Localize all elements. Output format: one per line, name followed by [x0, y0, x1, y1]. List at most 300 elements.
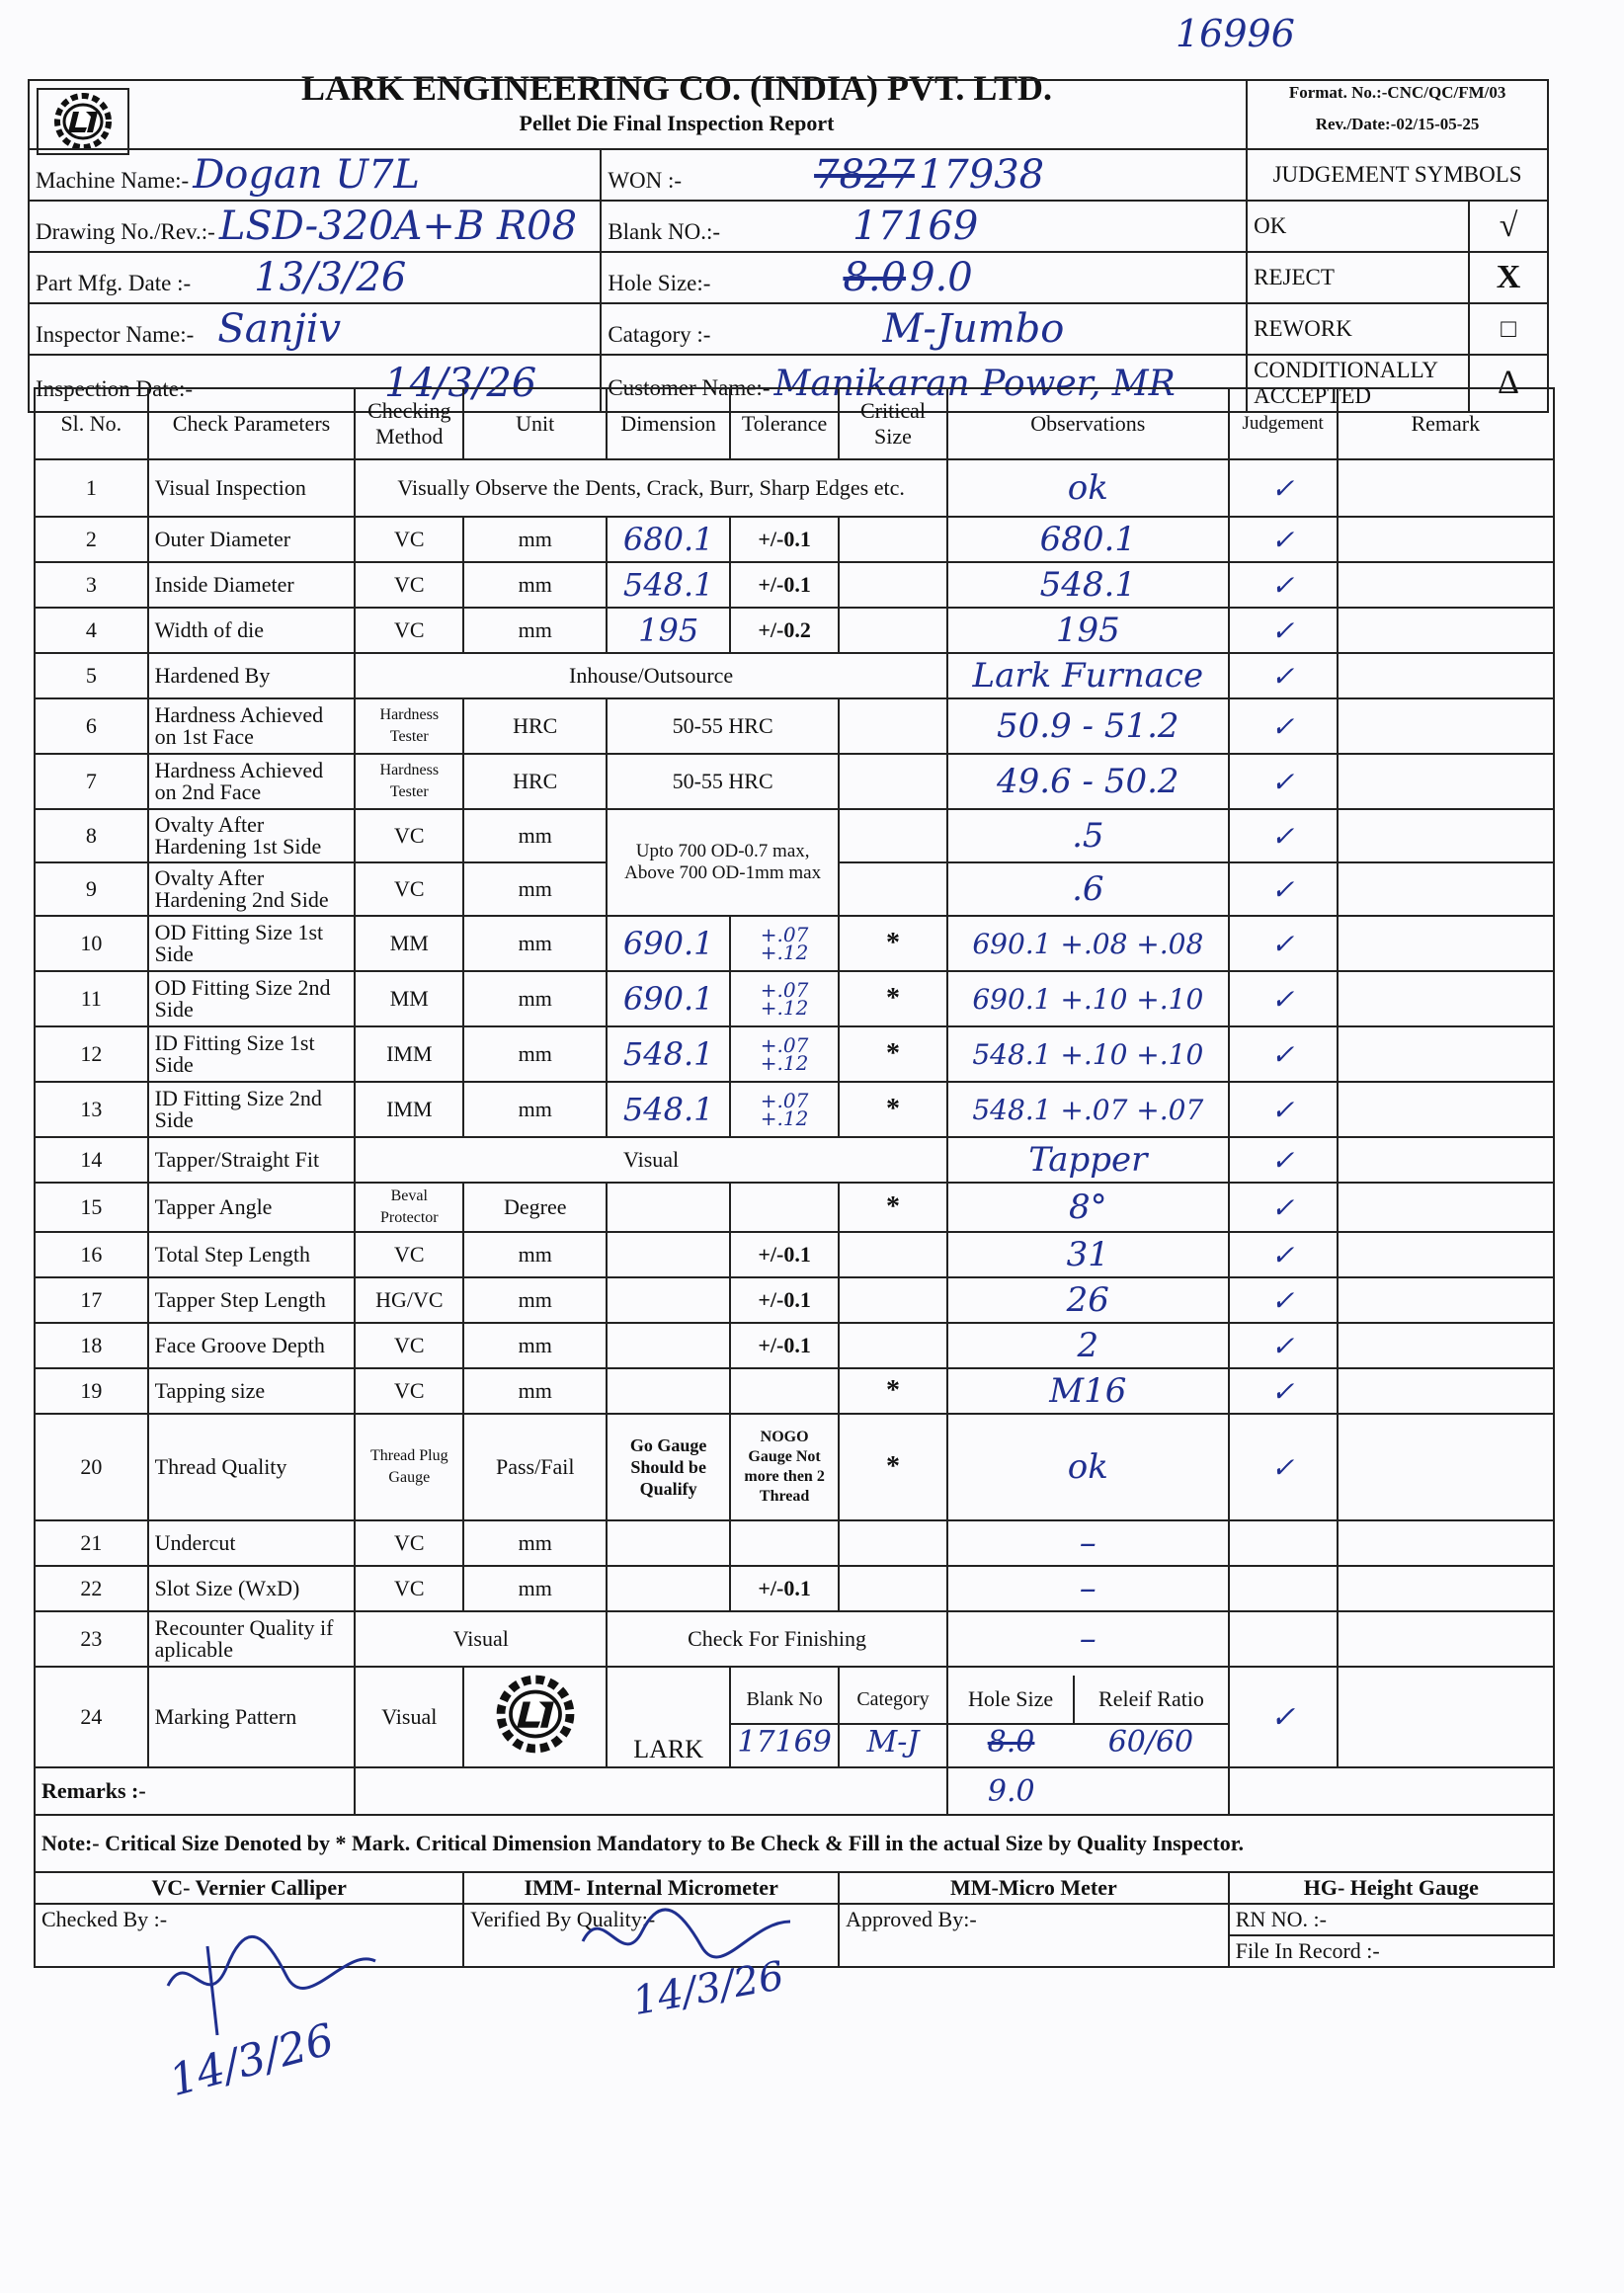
col-checking-method: Checking Method — [355, 388, 463, 459]
row-dimension: Go Gauge Should be Qualify — [607, 1414, 730, 1520]
table-row — [35, 1026, 1554, 1082]
critical-note: Note:- Critical Size Denoted by * Mark. Critical Dimension Mandatory to Be Check & Fill in the actual Size by Quality Inspector. — [35, 1815, 1554, 1872]
row-method: Hardness Tester — [355, 754, 463, 809]
row-sl: 5 — [35, 653, 148, 698]
row-method: VC — [355, 1566, 463, 1611]
row-param: Marking Pattern — [148, 1667, 356, 1767]
row-judgement: ✓ — [1229, 1232, 1338, 1277]
row-dimension — [607, 1520, 730, 1566]
row-judgement: ✓ — [1229, 653, 1338, 698]
row-judgement — [1229, 1611, 1338, 1667]
rn-no-label: RN NO. :- — [1230, 1905, 1553, 1936]
inspection-date-value: 14/3/26 — [384, 361, 537, 406]
row-remark — [1338, 1611, 1554, 1667]
row-tolerance — [730, 1520, 839, 1566]
row-observation: – — [947, 1611, 1229, 1667]
marking-logo-icon — [476, 1670, 595, 1759]
verified-by-label: Verified By Quality:- — [463, 1904, 839, 1967]
legend-imm: IMM- Internal Micrometer — [463, 1872, 839, 1904]
row-judgement: ✓ — [1229, 754, 1338, 809]
row-method: IMM — [355, 1026, 463, 1082]
legend-vc: VC- Vernier Calliper — [35, 1872, 463, 1904]
row-param: ID Fitting Size 1st Side — [148, 1026, 356, 1082]
legend-mm: MM-Micro Meter — [839, 1872, 1229, 1904]
row-method: VC — [355, 562, 463, 608]
drawing-value: LSD-320A+B R08 — [218, 204, 578, 249]
row-dimension-tolerance: 50-55 HRC — [607, 698, 839, 754]
row-dimension: 690.1 — [607, 916, 730, 971]
row-unit: mm — [463, 1026, 607, 1082]
row-sl: 8 — [35, 809, 148, 862]
row-sl: 2 — [35, 517, 148, 562]
row-unit: mm — [463, 1232, 607, 1277]
row-sl: 17 — [35, 1277, 148, 1323]
row-observation: 548.1 — [947, 562, 1229, 608]
row-dimension: 680.1 — [607, 517, 730, 562]
hole-size-label: Hole Size:- — [608, 271, 711, 295]
row-method: VC — [355, 517, 463, 562]
row-method: VC — [355, 1368, 463, 1414]
row-critical-size — [839, 809, 947, 862]
row-tolerance: +.07 +.12 — [730, 1082, 839, 1137]
col-remark: Remark — [1338, 388, 1554, 459]
row-remark — [1338, 517, 1554, 562]
row-judgement: ✓ — [1229, 1368, 1338, 1414]
row-remark — [1338, 754, 1554, 809]
category-value: M-Jumbo — [882, 306, 1065, 352]
row-unit: mm — [463, 1520, 607, 1566]
table-row — [35, 1137, 1554, 1183]
row-observation: Lark Furnace — [947, 653, 1229, 698]
row-method: Thread Plug Gauge — [355, 1414, 463, 1520]
table-row — [35, 1368, 1554, 1414]
judgement-reject-label: REJECT — [1247, 252, 1469, 303]
part-mfg-label: Part Mfg. Date :- — [36, 271, 192, 295]
row-unit: mm — [463, 1082, 607, 1137]
row-remark — [1338, 1566, 1554, 1611]
row-tolerance: NOGO Gauge Not more then 2 Thread — [730, 1414, 839, 1520]
row-remark — [1338, 1368, 1554, 1414]
machine-name-value: Dogan U7L — [193, 152, 420, 198]
row-judgement: ✓ — [1229, 1277, 1338, 1323]
row-observation: 680.1 — [947, 517, 1229, 562]
row-judgement: ✓ — [1229, 971, 1338, 1026]
verified-by-date: 14/3/26 — [629, 1952, 788, 2025]
row-unit: HRC — [463, 698, 607, 754]
row-observation: 50.9 - 51.2 — [947, 698, 1229, 754]
table-row — [35, 1323, 1554, 1368]
row-remark — [1338, 916, 1554, 971]
row-unit: Pass/Fail — [463, 1414, 607, 1520]
row-tolerance — [730, 1183, 839, 1232]
row-method: VC — [355, 1232, 463, 1277]
row-critical-size: * — [839, 1183, 947, 1232]
row-method: VC — [355, 809, 463, 862]
row-observation: 548.1 +.10 +.10 — [947, 1026, 1229, 1082]
blank-value: 17169 — [853, 204, 979, 249]
row-critical-size: * — [839, 1026, 947, 1082]
row-judgement: ✓ — [1229, 1323, 1338, 1368]
judgement-symbols-title: JUDGEMENT SYMBOLS — [1247, 149, 1548, 201]
row-remark — [1338, 1137, 1554, 1183]
header-table — [28, 79, 1549, 413]
ovalty-spec: Upto 700 OD-0.7 max, Above 700 OD-1mm max — [607, 809, 839, 916]
row-method: MM — [355, 916, 463, 971]
row-critical-size — [839, 1232, 947, 1277]
conditional-triangle-icon: ∆ — [1469, 355, 1548, 412]
row-remark — [1338, 1026, 1554, 1082]
table-row — [35, 517, 1554, 562]
marking-blank-no-header: Blank No — [731, 1676, 838, 1725]
row-judgement: ✓ — [1229, 459, 1338, 517]
row-param: Thread Quality — [148, 1414, 356, 1520]
row-observation: 31 — [947, 1232, 1229, 1277]
row-judgement — [1229, 1566, 1338, 1611]
row-unit: mm — [463, 562, 607, 608]
row-critical-size — [839, 754, 947, 809]
row-param: Total Step Length — [148, 1232, 356, 1277]
part-mfg-value: 13/3/26 — [254, 255, 407, 300]
row-param: OD Fitting Size 1st Side — [148, 916, 356, 971]
row-tolerance: +.07 +.12 — [730, 971, 839, 1026]
row-unit: mm — [463, 862, 607, 916]
table-row — [35, 1520, 1554, 1566]
row-dimension: 548.1 — [607, 562, 730, 608]
row-param: ID Fitting Size 2nd Side — [148, 1082, 356, 1137]
row-param: OD Fitting Size 2nd Side — [148, 971, 356, 1026]
row-tolerance: +/-0.1 — [730, 562, 839, 608]
blank-label: Blank NO.:- — [608, 219, 721, 244]
top-document-number: 16996 — [1176, 12, 1295, 55]
row-method: HG/VC — [355, 1277, 463, 1323]
judgement-rework-label: REWORK — [1247, 303, 1469, 355]
rework-square-icon: □ — [1469, 303, 1548, 355]
row-method: VC — [355, 1520, 463, 1566]
row-judgement: ✓ — [1229, 1667, 1338, 1767]
row-tolerance: +/-0.1 — [730, 1323, 839, 1368]
row-param: Hardened By — [148, 653, 356, 698]
approved-by-label: Approved By:- — [839, 1904, 1229, 1967]
row-method: Visual — [355, 1667, 463, 1767]
table-row — [35, 653, 1554, 698]
inspector-value: Sanjiv — [217, 306, 342, 352]
row-observation: 690.1 +.10 +.10 — [947, 971, 1229, 1026]
row-dimension — [607, 1323, 730, 1368]
row-param: Recounter Quality if aplicable — [148, 1611, 356, 1667]
row-judgement: ✓ — [1229, 1026, 1338, 1082]
row-remark — [1338, 1183, 1554, 1232]
row-sl: 7 — [35, 754, 148, 809]
row-param: Hardness Achieved on 2nd Face — [148, 754, 356, 809]
row-critical-size — [839, 862, 947, 916]
row-observation: – — [947, 1566, 1229, 1611]
col-check-parameters: Check Parameters — [148, 388, 356, 459]
marking-category-header: Category — [840, 1676, 946, 1725]
row-judgement: ✓ — [1229, 1137, 1338, 1183]
remarks-label: Remarks :- — [35, 1767, 355, 1815]
row-method: VC — [355, 862, 463, 916]
customer-value: Manikaran Power, MR — [773, 363, 1176, 404]
table-row — [35, 809, 1554, 862]
row-param: Tapper Step Length — [148, 1277, 356, 1323]
judgement-ok-label: OK — [1247, 201, 1469, 252]
won-label: WON :- — [608, 168, 683, 193]
machine-name-label: Machine Name:- — [36, 168, 190, 193]
row-sl: 11 — [35, 971, 148, 1026]
row-tolerance: +/-0.2 — [730, 608, 839, 653]
row-observation: ok — [947, 1414, 1229, 1520]
row-param: Tapper Angle — [148, 1183, 356, 1232]
marking-blank-value: 17169 — [737, 1724, 832, 1760]
inspection-date-label: Inspection Date:- — [36, 376, 194, 401]
table-row — [35, 971, 1554, 1026]
row-observation: .5 — [947, 809, 1229, 862]
row-tolerance: +/-0.1 — [730, 1277, 839, 1323]
row-sl: 18 — [35, 1323, 148, 1368]
customer-label: Customer Name:- — [608, 374, 771, 400]
row-critical-size — [839, 698, 947, 754]
table-row — [35, 698, 1554, 754]
row-observation: M16 — [947, 1368, 1229, 1414]
col-judgement: Judgement — [1229, 388, 1338, 459]
marking-category-value: M-J — [866, 1724, 920, 1760]
row-method: MM — [355, 971, 463, 1026]
row-sl: 22 — [35, 1566, 148, 1611]
row-critical-size — [839, 1277, 947, 1323]
row-critical-size: * — [839, 971, 947, 1026]
row-critical-size — [839, 517, 947, 562]
row-dimension: 195 — [607, 608, 730, 653]
row-observation: ok — [947, 459, 1229, 517]
row-remark — [1338, 1414, 1554, 1520]
hole-size-struck-value: 8.0 — [843, 255, 907, 300]
row-critical-size: * — [839, 1368, 947, 1414]
inspector-label: Inspector Name:- — [36, 322, 195, 347]
row-observation: 2 — [947, 1323, 1229, 1368]
row-param: Ovalty After Hardening 2nd Side — [148, 862, 356, 916]
checked-by-label: Checked By :- — [35, 1904, 463, 1967]
row-method: Beval Protector — [355, 1183, 463, 1232]
row-remark — [1338, 1277, 1554, 1323]
row-remark — [1338, 1082, 1554, 1137]
row-sl: 14 — [35, 1137, 148, 1183]
row-unit: mm — [463, 608, 607, 653]
row-param: Outer Diameter — [148, 517, 356, 562]
table-row — [35, 608, 1554, 653]
row-lark: LARK — [607, 1667, 730, 1767]
drawing-label: Drawing No./Rev.:- — [36, 219, 215, 244]
row-observation: 49.6 - 50.2 — [947, 754, 1229, 809]
row-unit: Degree — [463, 1183, 607, 1232]
row-unit: mm — [463, 517, 607, 562]
table-row — [35, 916, 1554, 971]
row-dimension — [607, 1566, 730, 1611]
col-observations: Observations — [947, 388, 1229, 459]
table-row — [35, 754, 1554, 809]
company-name: LARK ENGINEERING CO. (INDIA) PVT. LTD. — [300, 68, 1053, 108]
row-param: Inside Diameter — [148, 562, 356, 608]
row-merged-method: Inhouse/Outsource — [355, 653, 947, 698]
row-merged-method: Visually Observe the Dents, Crack, Burr, Sharp Edges etc. — [355, 459, 947, 517]
row-unit: mm — [463, 1566, 607, 1611]
row-sl: 10 — [35, 916, 148, 971]
row-merged-method: Visual — [355, 1137, 947, 1183]
won-value: 17938 — [918, 152, 1045, 198]
row-remark — [1338, 698, 1554, 754]
row-remark — [1338, 1323, 1554, 1368]
row-critical-size — [839, 1520, 947, 1566]
row-dimension — [607, 1368, 730, 1414]
row-sl: 12 — [35, 1026, 148, 1082]
row-observation: 195 — [947, 608, 1229, 653]
row-dimension — [607, 1183, 730, 1232]
row-unit: mm — [463, 971, 607, 1026]
checked-by-date: 14/3/26 — [164, 2013, 340, 2107]
row-dimension: 690.1 — [607, 971, 730, 1026]
marking-hole-size-header: Hole Size — [948, 1676, 1075, 1723]
marking-relief-ratio-header: Releif Ratio — [1098, 1685, 1204, 1711]
judgement-conditional-label: CONDITIONALLY ACCEPTED — [1247, 355, 1469, 412]
row-tolerance: +/-0.1 — [730, 1232, 839, 1277]
row-unit: mm — [463, 1368, 607, 1414]
row-critical-size — [839, 608, 947, 653]
reject-x-icon: X — [1469, 252, 1548, 303]
row-tolerance: +/-0.1 — [730, 517, 839, 562]
row-method: IMM — [355, 1082, 463, 1137]
row-judgement: ✓ — [1229, 916, 1338, 971]
row-critical-size: * — [839, 1082, 947, 1137]
row-dimension-tolerance: 50-55 HRC — [607, 754, 839, 809]
won-struck-value: 7827 — [814, 152, 915, 198]
row-remark — [1338, 862, 1554, 916]
row-dimension: 548.1 — [607, 1026, 730, 1082]
row-method: Hardness Tester — [355, 698, 463, 754]
row-judgement: ✓ — [1229, 698, 1338, 754]
row-tolerance: +/-0.1 — [730, 1566, 839, 1611]
row-tolerance: +.07 +.12 — [730, 916, 839, 971]
row-param: Undercut — [148, 1520, 356, 1566]
col-unit: Unit — [463, 388, 607, 459]
table-row — [35, 1277, 1554, 1323]
row-critical-size — [839, 1323, 947, 1368]
col-dimension: Dimension — [607, 388, 730, 459]
row-remark — [1338, 459, 1554, 517]
row-critical-size — [839, 1566, 947, 1611]
row-dimension: 548.1 — [607, 1082, 730, 1137]
row-param: Tapping size — [148, 1368, 356, 1414]
row-unit: mm — [463, 1323, 607, 1368]
format-number: Format. No.:-CNC/QC/FM/03 — [1288, 83, 1506, 102]
row-param: Visual Inspection — [148, 459, 356, 517]
row-critical-size: * — [839, 916, 947, 971]
marking-hole-value: 9.0 — [947, 1767, 1229, 1815]
row-unit: mm — [463, 809, 607, 862]
row-dimension — [607, 1277, 730, 1323]
row-unit: HRC — [463, 754, 607, 809]
row-judgement: ✓ — [1229, 562, 1338, 608]
row-sl: 6 — [35, 698, 148, 754]
row-unit: mm — [463, 1277, 607, 1323]
row-dimension — [607, 1232, 730, 1277]
row-observation: – — [947, 1520, 1229, 1566]
table-row — [35, 459, 1554, 517]
col-tolerance: Tolerance — [730, 388, 839, 459]
row-observation: 548.1 +.07 +.07 — [947, 1082, 1229, 1137]
row-sl: 19 — [35, 1368, 148, 1414]
hole-size-value: 9.0 — [910, 255, 973, 300]
row-observation: 26 — [947, 1277, 1229, 1323]
table-row — [35, 1667, 1554, 1767]
row-remark — [1338, 1232, 1554, 1277]
row-sl: 24 — [35, 1667, 148, 1767]
row-param: Slot Size (WxD) — [148, 1566, 356, 1611]
category-label: Catagory :- — [608, 322, 711, 347]
row-judgement: ✓ — [1229, 1183, 1338, 1232]
row-sl: 1 — [35, 459, 148, 517]
row-sl: 3 — [35, 562, 148, 608]
row-judgement — [1229, 1520, 1338, 1566]
file-record-label: File In Record :- — [1235, 1938, 1380, 1963]
row-sl: 20 — [35, 1414, 148, 1520]
row-unit: mm — [463, 916, 607, 971]
row-critical-size — [839, 562, 947, 608]
row-method: VC — [355, 608, 463, 653]
row-merged-method: Visual — [355, 1611, 607, 1667]
revision-date: Rev./Date:-02/15-05-25 — [1315, 115, 1480, 133]
row-sl: 16 — [35, 1232, 148, 1277]
row-param: Hardness Achieved on 1st Face — [148, 698, 356, 754]
table-row — [35, 1183, 1554, 1232]
row-observation: Tapper — [947, 1137, 1229, 1183]
row-judgement: ✓ — [1229, 862, 1338, 916]
row-judgement: ✓ — [1229, 809, 1338, 862]
marking-hole-struck-value: 8.0 — [987, 1724, 1035, 1760]
table-row — [35, 1082, 1554, 1137]
table-row — [35, 1611, 1554, 1667]
marking-relief-value: 60/60 — [1107, 1724, 1194, 1760]
row-observation: 690.1 +.08 +.08 — [947, 916, 1229, 971]
col-critical-size: Critical Size — [839, 388, 947, 459]
row-remark — [1338, 1520, 1554, 1566]
legend-hg: HG- Height Gauge — [1229, 1872, 1554, 1904]
row-remark — [1338, 971, 1554, 1026]
row-sl: 23 — [35, 1611, 148, 1667]
row-judgement: ✓ — [1229, 1082, 1338, 1137]
row-param: Ovalty After Hardening 1st Side — [148, 809, 356, 862]
table-row — [35, 1232, 1554, 1277]
row-sl: 13 — [35, 1082, 148, 1137]
col-sl-no: Sl. No. — [35, 388, 148, 459]
row-param: Face Groove Depth — [148, 1323, 356, 1368]
row-remark — [1338, 653, 1554, 698]
row-sl: 15 — [35, 1183, 148, 1232]
row-sl: 9 — [35, 862, 148, 916]
row-tolerance: +.07 +.12 — [730, 1026, 839, 1082]
row-param: Width of die — [148, 608, 356, 653]
row-sl: 4 — [35, 608, 148, 653]
table-row — [35, 1414, 1554, 1520]
row-judgement: ✓ — [1229, 517, 1338, 562]
row-method: VC — [355, 1323, 463, 1368]
table-row — [35, 562, 1554, 608]
row-sl: 21 — [35, 1520, 148, 1566]
row-critical-size: * — [839, 1414, 947, 1520]
row-observation: 8° — [947, 1183, 1229, 1232]
row-tolerance — [730, 1368, 839, 1414]
ok-check-icon: √ — [1469, 201, 1548, 252]
row-judgement: ✓ — [1229, 608, 1338, 653]
report-title: Pellet Die Final Inspection Report — [519, 111, 835, 135]
